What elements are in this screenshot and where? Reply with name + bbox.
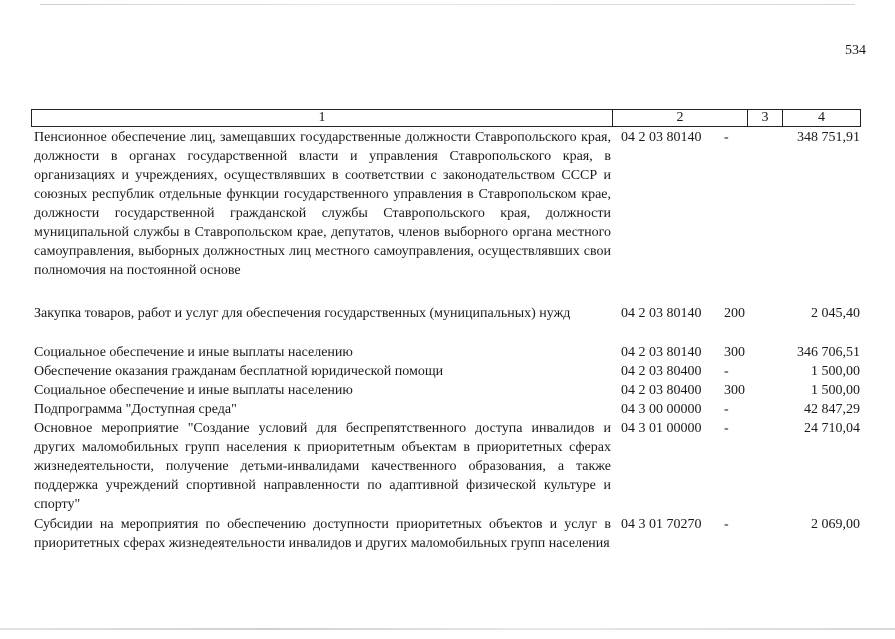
row-amount: 24 710,04	[804, 421, 860, 436]
row-amount: 42 847,29	[804, 402, 860, 417]
row-type: 300	[724, 383, 745, 398]
row-name: Обеспечение оказания гражданам бесплатной юридической помощи	[34, 364, 444, 379]
row-amount: 2 069,00	[811, 517, 860, 532]
row-type: -	[724, 364, 729, 379]
row-code: 04 2 03 80400	[621, 364, 702, 379]
row-type: -	[724, 402, 729, 417]
row-amount: 346 706,51	[797, 345, 860, 360]
row-name: Социальное обеспечение и иные выплаты населению	[34, 383, 353, 398]
row-name: Субсидии на мероприятия по обеспечению доступности приоритетных объектов и услуг в приоритетных сферах жизнедеятельности инвалидов и других маломобильных групп населения	[34, 517, 611, 551]
row-amount: 1 500,00	[811, 364, 860, 379]
row-type: -	[724, 421, 729, 436]
scan-edge-bottom	[0, 628, 895, 630]
row-name: Подпрограмма "Доступная среда"	[34, 402, 237, 417]
row-type: 300	[724, 345, 745, 360]
row-code: 04 2 03 80400	[621, 383, 702, 398]
row-amount: 1 500,00	[811, 383, 860, 398]
row-name: Основное мероприятие "Создание условий для беспрепятственного доступа инвалидов и других маломобильных групп населения к приоритетным объектам в приоритетных сферах жизнедеятельности, получение детьми-инвалидами качественного образования, а также поддержка учреждений спортивной направленности по адаптивной физической культуре и спорту"	[34, 421, 611, 512]
row-type: 200	[724, 306, 745, 321]
scan-edge-top	[40, 4, 855, 5]
table-header	[31, 109, 861, 127]
row-code: 04 3 00 00000	[621, 402, 702, 417]
row-code: 04 2 03 80140	[621, 130, 702, 145]
row-name: Пенсионное обеспечение лиц, замещавших государственные должности Ставропольского края, должности в органах государственной власти и управления Ставропольского края, в организациях и учреждениях, осуществлявших в соответствии с законодательством СССР и союзных республик отдельные функции государственного управления в Ставропольском крае, должности государственной гражданской службы Ставропольского края, должности муниципальной службы в Ставропольском крае, депутатов, членов выборного органа местного самоуправления, выборных должностных лиц местного самоуправления, осуществлявших свои полномочия на постоянной основе	[34, 130, 611, 278]
column-header-3: 3	[748, 110, 783, 126]
row-amount: 348 751,91	[797, 130, 860, 145]
column-header-1: 1	[32, 110, 613, 126]
row-type: -	[724, 517, 729, 532]
row-amount: 2 045,40	[811, 306, 860, 321]
page-number: 534	[845, 43, 866, 58]
row-name: Социальное обеспечение и иные выплаты населению	[34, 345, 353, 360]
column-header-2: 2	[613, 110, 748, 126]
row-code: 04 3 01 00000	[621, 421, 702, 436]
row-name: Закупка товаров, работ и услуг для обеспечения государственных (муниципальных) нужд	[34, 306, 571, 321]
row-code: 04 3 01 70270	[621, 517, 702, 532]
row-code: 04 2 03 80140	[621, 345, 702, 360]
column-header-4: 4	[818, 110, 825, 125]
row-code: 04 2 03 80140	[621, 306, 702, 321]
row-type: -	[724, 130, 729, 145]
